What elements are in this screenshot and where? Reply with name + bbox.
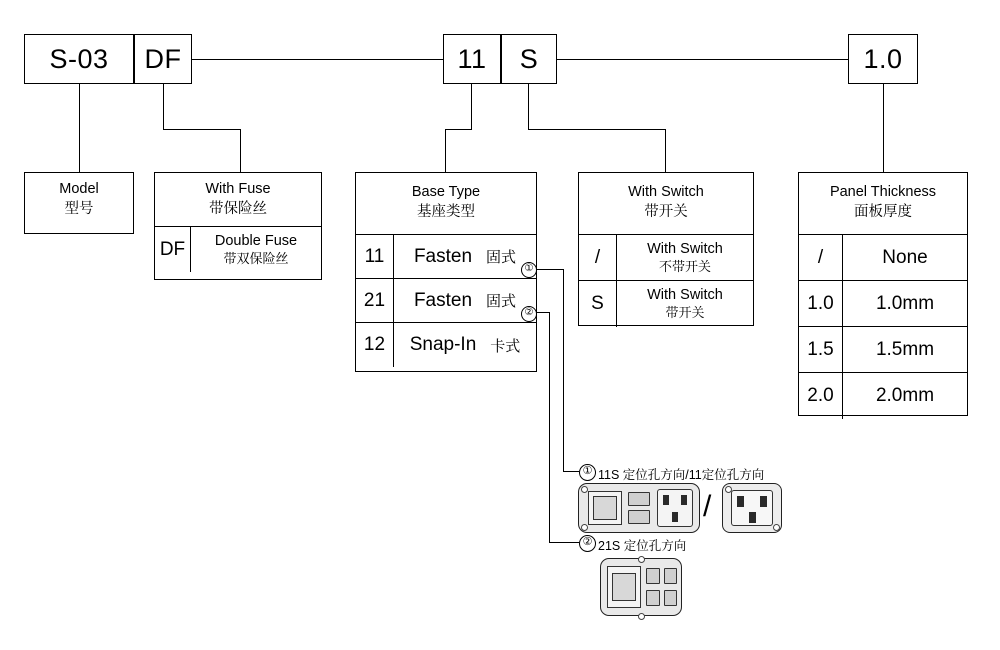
inlet-21s-pin-block-bottom [664,590,677,606]
table-row [799,373,967,419]
legend-base-type-row-1-cn: 固式 [486,293,517,311]
note-line-1-horizontal-top [537,269,564,270]
legend-switch-title-en: With Switch [628,184,704,200]
leader-base-vertical-1 [471,84,472,129]
inlet-11-pin-earth [749,512,756,523]
legend-base-type-row-2-code: 12 [356,323,394,367]
leader-switch-horizontal [528,129,666,130]
table-row [579,235,753,281]
inlet-11s-fuse-holder-top [628,492,650,506]
legend-panel-thickness-title-cn: 面板厚度 [854,203,912,220]
note-1-separator: / [703,490,712,523]
leader-base-vertical-2 [445,129,446,172]
note-line-2-vertical [549,312,550,543]
code-box-panel-thickness-value: 1.0 [863,43,903,74]
table-row [799,281,967,327]
code-box-model [24,34,134,84]
legend-fuse-row-code: DF [155,227,191,272]
legend-panel-row-2-code: 1.5 [799,327,843,372]
inlet-21s-screw-bottom [638,613,645,620]
leader-panel-vertical [883,84,884,172]
legend-model [24,172,134,234]
leader-model-vertical [79,84,80,172]
legend-base-type-title [356,173,536,235]
inlet-11s-screw-top-left [581,486,588,493]
note-1-label: 11S 定位孔方向/11定位孔方向 [598,468,765,482]
leader-fuse-vertical-1 [163,84,164,129]
note-marker-1-inline: ① [521,262,537,278]
legend-base-type-row-0-code: 11 [356,235,394,278]
legend-base-type-row-2-cn: 卡式 [490,337,521,355]
legend-switch-row-0-en: With Switch [647,240,723,257]
legend-switch-title [579,173,753,235]
legend-fuse-title-en: With Fuse [205,181,271,197]
inlet-21s-fuse-holder-top [646,568,660,584]
legend-switch-title-cn: 带开关 [644,203,688,220]
legend-switch-row-1-desc [617,281,753,327]
legend-switch-row-0-cn: 不带开关 [658,258,711,274]
legend-panel-row-3-code: 2.0 [799,373,843,419]
inlet-21s-switch-rocker [612,573,636,601]
leader-fuse-vertical-2 [240,129,241,172]
leader-switch-vertical-2 [665,129,666,172]
code-box-switch [501,34,557,84]
note-line-1-horizontal-bottom [563,471,579,472]
legend-switch [578,172,754,326]
inlet-11s-pin-right [681,495,687,505]
leader-base-horizontal [445,129,472,130]
legend-fuse-title-cn: 带保险丝 [209,200,267,217]
inlet-11s-switch-rocker [593,496,617,520]
note-marker-2-inline: ② [521,306,537,322]
legend-panel-row-2-value: 1.5mm [875,338,935,360]
leader-switch-vertical-1 [528,84,529,129]
code-box-fuse [134,34,192,84]
legend-fuse-row-en: Double Fuse [214,232,298,249]
inlet-11-pin-right [760,496,767,507]
inlet-11-pin-left [737,496,744,507]
legend-fuse-title [155,173,321,227]
legend-base-type-title-en: Base Type [411,184,481,200]
table-row [356,323,536,367]
inlet-11s-pin-earth [672,512,678,522]
legend-base-type-row-0-desc [394,235,536,278]
code-box-switch-value: S [519,43,539,74]
leader-fuse-horizontal [163,129,241,130]
legend-base-type-row-1-desc [394,279,536,322]
legend-fuse [154,172,322,280]
legend-base-type-row-0-en: Fasten [413,245,473,267]
table-row [579,281,753,327]
note-line-2-horizontal-bottom [549,542,579,543]
code-box-base-type [443,34,501,84]
legend-base-type-row-0-cn: 固式 [486,249,517,267]
inlet-11s-pin-left [663,495,669,505]
legend-base-type-row-1-en: Fasten [413,289,473,311]
legend-switch-row-0-desc [617,235,753,280]
inlet-21s-pin-block-top [664,568,677,584]
legend-fuse-row-desc [191,227,321,272]
legend-panel-thickness [798,172,968,416]
table-row [799,235,967,281]
table-row [799,327,967,373]
legend-panel-thickness-title [799,173,967,235]
legend-base-type-row-2-en: Snap-In [409,334,477,356]
inlet-11-screw-bottom-right [773,524,780,531]
code-box-model-value: S-03 [49,43,109,74]
legend-fuse-row-cn: 带双保险丝 [223,250,289,266]
legend-panel-thickness-title-en: Panel Thickness [829,184,937,200]
table-row [356,235,536,279]
legend-panel-row-0-code: / [799,235,843,280]
legend-base-type-row-1-code: 21 [356,279,394,322]
note-1-marker: ① [579,464,596,481]
legend-panel-row-3-value: 2.0mm [875,385,935,407]
legend-switch-row-1-en: With Switch [647,287,723,304]
code-box-panel-thickness [848,34,918,84]
legend-base-type-title-cn: 基座类型 [417,203,475,220]
legend-panel-row-0-value: None [882,246,928,268]
legend-model-title-en: Model [59,181,99,197]
code-box-base-type-value: 11 [457,43,487,74]
legend-base-type-row-2-desc [394,323,536,367]
inlet-21s-screw-top [638,556,645,563]
legend-model-title [25,173,133,226]
legend-panel-row-1-code: 1.0 [799,281,843,326]
code-box-fuse-value: DF [144,43,182,74]
table-row [356,279,536,323]
code-rail-fuse-to-base [192,59,443,60]
note-2-marker: ② [579,535,596,552]
legend-switch-row-0-code: / [579,235,617,280]
inlet-11s-fuse-holder-bottom [628,510,650,524]
legend-model-title-cn: 型号 [64,200,94,217]
inlet-21s-fuse-holder-bottom [646,590,660,606]
legend-switch-row-1-code: S [579,281,617,327]
note-2-label: 21S 定位孔方向 [598,539,687,553]
code-rail-switch-to-panel [557,59,848,60]
legend-switch-row-1-cn: 带开关 [665,305,705,321]
inlet-11-screw-top-left [725,486,732,493]
legend-base-type [355,172,537,372]
inlet-11s-screw-bottom-left [581,524,588,531]
legend-panel-row-1-value: 1.0mm [875,292,935,314]
table-row [155,227,321,272]
note-line-1-vertical [563,269,564,472]
